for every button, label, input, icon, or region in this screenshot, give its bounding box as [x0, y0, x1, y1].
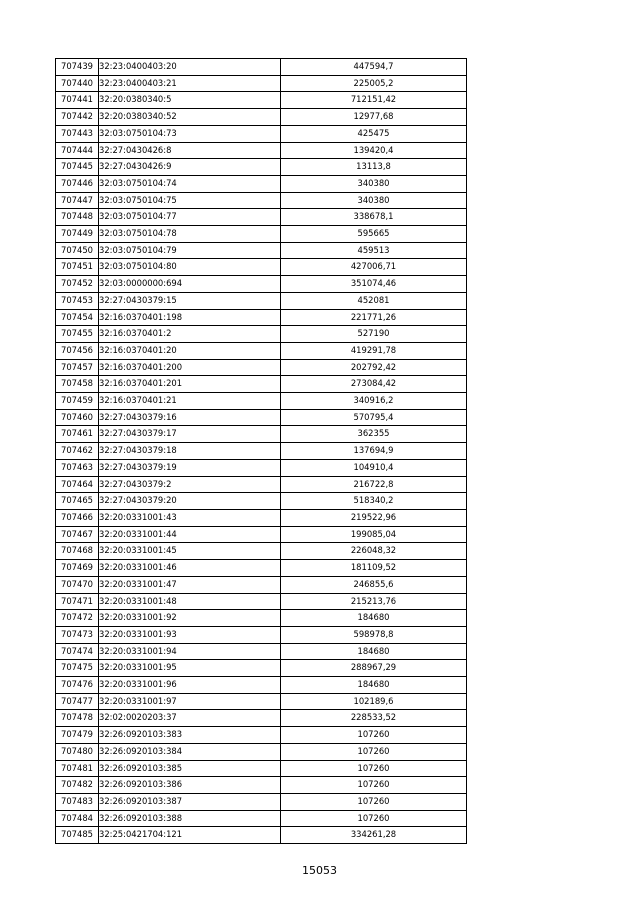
value-cell: 598978,8	[281, 626, 467, 643]
cadastral-number-cell: 32:20:0331001:47	[99, 576, 281, 593]
cadastral-number-cell: 32:03:0750104:79	[99, 242, 281, 259]
value-cell: 107260	[281, 793, 467, 810]
cadastral-number-cell: 32:27:0430379:2	[99, 476, 281, 493]
cadastral-number-cell: 32:16:0370401:201	[99, 376, 281, 393]
value-cell: 351074,46	[281, 276, 467, 293]
cadastral-number-cell: 32:20:0331001:94	[99, 643, 281, 660]
cadastral-number-cell: 32:27:0430379:17	[99, 426, 281, 443]
table-row	[56, 109, 467, 126]
table-row	[56, 626, 467, 643]
cadastral-number-cell: 32:26:0920103:387	[99, 793, 281, 810]
value-cell: 184680	[281, 677, 467, 694]
cadastral-number-cell: 32:20:0331001:92	[99, 610, 281, 627]
value-cell: 338678,1	[281, 209, 467, 226]
table-row	[56, 560, 467, 577]
row-id-cell: 707477	[56, 693, 99, 710]
table-row	[56, 760, 467, 777]
value-cell: 107260	[281, 743, 467, 760]
table-row	[56, 75, 467, 92]
value-cell: 181109,52	[281, 560, 467, 577]
row-id-cell: 707480	[56, 743, 99, 760]
table-row	[56, 710, 467, 727]
cadastral-number-cell: 32:20:0380340:5	[99, 92, 281, 109]
cadastral-number-cell: 32:27:0430379:19	[99, 459, 281, 476]
value-cell: 334261,28	[281, 827, 467, 844]
table-row	[56, 810, 467, 827]
table-row	[56, 309, 467, 326]
table-row	[56, 660, 467, 677]
value-cell: 340380	[281, 175, 467, 192]
cadastral-number-cell: 32:26:0920103:388	[99, 810, 281, 827]
value-cell: 107260	[281, 760, 467, 777]
row-id-cell: 707463	[56, 459, 99, 476]
row-id-cell: 707479	[56, 727, 99, 744]
value-cell: 419291,78	[281, 342, 467, 359]
cadastral-number-cell: 32:20:0331001:44	[99, 526, 281, 543]
value-cell: 137694,9	[281, 443, 467, 460]
row-id-cell: 707443	[56, 125, 99, 142]
value-cell: 425475	[281, 125, 467, 142]
row-id-cell: 707478	[56, 710, 99, 727]
table-row	[56, 526, 467, 543]
row-id-cell: 707459	[56, 393, 99, 410]
cadastral-number-cell: 32:03:0750104:77	[99, 209, 281, 226]
table-row	[56, 159, 467, 176]
value-cell: 184680	[281, 643, 467, 660]
row-id-cell: 707475	[56, 660, 99, 677]
value-cell: 459513	[281, 242, 467, 259]
row-id-cell: 707455	[56, 326, 99, 343]
value-cell: 184680	[281, 610, 467, 627]
table-row	[56, 476, 467, 493]
table-row	[56, 359, 467, 376]
table-row	[56, 192, 467, 209]
table-row	[56, 509, 467, 526]
cadastral-number-cell: 32:23:0400403:21	[99, 75, 281, 92]
value-cell: 452081	[281, 292, 467, 309]
cadastral-number-cell: 32:27:0430379:18	[99, 443, 281, 460]
row-id-cell: 707471	[56, 593, 99, 610]
row-id-cell: 707484	[56, 810, 99, 827]
value-cell: 518340,2	[281, 493, 467, 510]
cadastral-number-cell: 32:16:0370401:2	[99, 326, 281, 343]
cadastral-number-cell: 32:16:0370401:20	[99, 342, 281, 359]
value-cell: 107260	[281, 727, 467, 744]
row-id-cell: 707469	[56, 560, 99, 577]
cadastral-number-cell: 32:02:0020203:37	[99, 710, 281, 727]
table-row	[56, 693, 467, 710]
row-id-cell: 707482	[56, 777, 99, 794]
row-id-cell: 707464	[56, 476, 99, 493]
value-cell: 221771,26	[281, 309, 467, 326]
row-id-cell: 707441	[56, 92, 99, 109]
row-id-cell: 707473	[56, 626, 99, 643]
value-cell: 13113,8	[281, 159, 467, 176]
row-id-cell: 707444	[56, 142, 99, 159]
row-id-cell: 707460	[56, 409, 99, 426]
row-id-cell: 707448	[56, 209, 99, 226]
row-id-cell: 707465	[56, 493, 99, 510]
table-row	[56, 610, 467, 627]
row-id-cell: 707446	[56, 175, 99, 192]
row-id-cell: 707451	[56, 259, 99, 276]
table-row	[56, 175, 467, 192]
row-id-cell: 707483	[56, 793, 99, 810]
value-cell: 427006,71	[281, 259, 467, 276]
table-row	[56, 777, 467, 794]
value-cell: 226048,32	[281, 543, 467, 560]
row-id-cell: 707452	[56, 276, 99, 293]
table-row	[56, 342, 467, 359]
value-cell: 362355	[281, 426, 467, 443]
table-row	[56, 593, 467, 610]
table-row	[56, 125, 467, 142]
cadastral-number-cell: 32:27:0430426:8	[99, 142, 281, 159]
cadastral-number-cell: 32:16:0370401:198	[99, 309, 281, 326]
value-cell: 216722,8	[281, 476, 467, 493]
cadastral-number-cell: 32:20:0331001:95	[99, 660, 281, 677]
row-id-cell: 707456	[56, 342, 99, 359]
cadastral-number-cell: 32:03:0750104:73	[99, 125, 281, 142]
cadastral-number-cell: 32:27:0430379:15	[99, 292, 281, 309]
table-row	[56, 409, 467, 426]
cadastral-number-cell: 32:03:0750104:74	[99, 175, 281, 192]
page-number: 15053	[302, 864, 337, 877]
row-id-cell: 707440	[56, 75, 99, 92]
cadastral-number-cell: 32:03:0750104:80	[99, 259, 281, 276]
row-id-cell: 707445	[56, 159, 99, 176]
table-row	[56, 727, 467, 744]
cadastral-number-cell: 32:03:0000000:694	[99, 276, 281, 293]
row-id-cell: 707470	[56, 576, 99, 593]
table-row	[56, 276, 467, 293]
value-cell: 107260	[281, 777, 467, 794]
row-id-cell: 707481	[56, 760, 99, 777]
value-cell: 228533,52	[281, 710, 467, 727]
table-row	[56, 326, 467, 343]
row-id-cell: 707454	[56, 309, 99, 326]
value-cell: 288967,29	[281, 660, 467, 677]
row-id-cell: 707458	[56, 376, 99, 393]
value-cell: 340380	[281, 192, 467, 209]
cadastral-number-cell: 32:16:0370401:200	[99, 359, 281, 376]
row-id-cell: 707457	[56, 359, 99, 376]
cadastral-number-cell: 32:26:0920103:386	[99, 777, 281, 794]
cadastral-number-cell: 32:20:0331001:43	[99, 509, 281, 526]
table-row	[56, 677, 467, 694]
cadastral-number-cell: 32:26:0920103:385	[99, 760, 281, 777]
value-cell: 447594,7	[281, 59, 467, 76]
row-id-cell: 707472	[56, 610, 99, 627]
value-cell: 527190	[281, 326, 467, 343]
table-row	[56, 393, 467, 410]
row-id-cell: 707462	[56, 443, 99, 460]
table-row	[56, 376, 467, 393]
table-row	[56, 793, 467, 810]
cadastral-number-cell: 32:25:0421704:121	[99, 827, 281, 844]
value-cell: 107260	[281, 810, 467, 827]
cadastral-number-cell: 32:23:0400403:20	[99, 59, 281, 76]
table-row	[56, 242, 467, 259]
cadastral-number-cell: 32:03:0750104:75	[99, 192, 281, 209]
value-cell: 102189,6	[281, 693, 467, 710]
value-cell: 225005,2	[281, 75, 467, 92]
row-id-cell: 707447	[56, 192, 99, 209]
table-row	[56, 59, 467, 76]
table-row	[56, 643, 467, 660]
table-row	[56, 426, 467, 443]
cadastral-number-cell: 32:27:0430379:20	[99, 493, 281, 510]
value-cell: 595665	[281, 226, 467, 243]
value-cell: 202792,42	[281, 359, 467, 376]
cadastral-number-cell: 32:20:0331001:45	[99, 543, 281, 560]
table-row	[56, 92, 467, 109]
cadastral-number-cell: 32:16:0370401:21	[99, 393, 281, 410]
value-cell: 104910,4	[281, 459, 467, 476]
value-cell: 340916,2	[281, 393, 467, 410]
row-id-cell: 707467	[56, 526, 99, 543]
table-row	[56, 259, 467, 276]
value-cell: 12977,68	[281, 109, 467, 126]
value-cell: 139420,4	[281, 142, 467, 159]
cadastral-number-cell: 32:26:0920103:384	[99, 743, 281, 760]
cadastral-number-cell: 32:20:0380340:52	[99, 109, 281, 126]
cadastral-number-cell: 32:20:0331001:97	[99, 693, 281, 710]
row-id-cell: 707474	[56, 643, 99, 660]
table-row	[56, 209, 467, 226]
value-cell: 712151,42	[281, 92, 467, 109]
cadastral-number-cell: 32:20:0331001:46	[99, 560, 281, 577]
row-id-cell: 707442	[56, 109, 99, 126]
value-cell: 215213,76	[281, 593, 467, 610]
table-row	[56, 292, 467, 309]
table-row	[56, 576, 467, 593]
value-cell: 219522,96	[281, 509, 467, 526]
row-id-cell: 707466	[56, 509, 99, 526]
table-row	[56, 226, 467, 243]
cadastral-number-cell: 32:20:0331001:48	[99, 593, 281, 610]
row-id-cell: 707461	[56, 426, 99, 443]
cadastral-number-cell: 32:20:0331001:93	[99, 626, 281, 643]
table-row	[56, 459, 467, 476]
value-cell: 199085,04	[281, 526, 467, 543]
table-row	[56, 543, 467, 560]
row-id-cell: 707453	[56, 292, 99, 309]
row-id-cell: 707468	[56, 543, 99, 560]
table-row	[56, 142, 467, 159]
value-cell: 570795,4	[281, 409, 467, 426]
value-cell: 273084,42	[281, 376, 467, 393]
row-id-cell: 707449	[56, 226, 99, 243]
row-id-cell: 707476	[56, 677, 99, 694]
table-body	[56, 59, 467, 844]
cadastral-number-cell: 32:27:0430426:9	[99, 159, 281, 176]
cadastral-number-cell: 32:27:0430379:16	[99, 409, 281, 426]
table-row	[56, 827, 467, 844]
row-id-cell: 707439	[56, 59, 99, 76]
value-cell: 246855,6	[281, 576, 467, 593]
cadastral-number-cell: 32:03:0750104:78	[99, 226, 281, 243]
table-row	[56, 493, 467, 510]
row-id-cell: 707485	[56, 827, 99, 844]
cadastral-number-cell: 32:26:0920103:383	[99, 727, 281, 744]
row-id-cell: 707450	[56, 242, 99, 259]
table-row	[56, 743, 467, 760]
cadastral-number-cell: 32:20:0331001:96	[99, 677, 281, 694]
data-table	[55, 58, 467, 844]
table-row	[56, 443, 467, 460]
